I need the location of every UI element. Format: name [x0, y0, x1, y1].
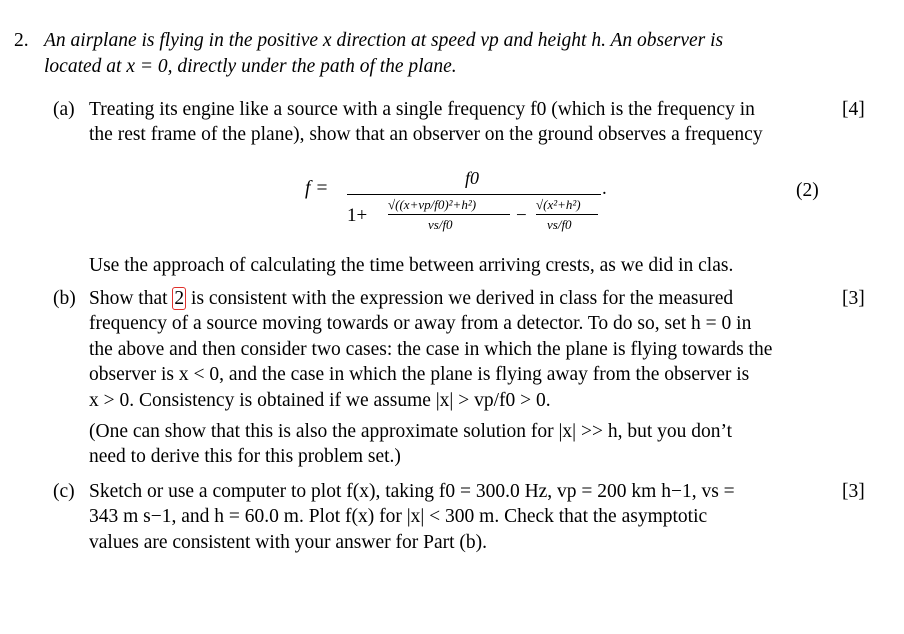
eq-minus: −	[516, 205, 527, 226]
eq-den-lead: 1+	[347, 205, 368, 226]
eq-number: (2)	[796, 180, 819, 201]
eq-term1-den: vs/f0	[428, 217, 453, 232]
problem-number: 2.	[14, 30, 29, 51]
part-a-line-1: Treating its engine like a source with a single frequency f0 (which is the frequency in	[89, 99, 755, 120]
part-b-label: (b)	[53, 288, 76, 309]
part-a-marks: [4]	[842, 99, 865, 120]
eq-term2-num: √(x²+h²)	[536, 197, 581, 212]
equation-reference-link[interactable]: 2	[174, 288, 185, 309]
part-c-line-1: Sketch or use a computer to plot f(x), taking f0 = 300.0 Hz, vp = 200 km h−1, vs =	[89, 481, 735, 502]
part-b-line-3: the above and then consider two cases: the case in which the plane is flying towards the	[89, 339, 773, 360]
part-a-line-2: the rest frame of the plane), show that an observer on the ground observes a frequency	[89, 124, 763, 145]
part-b-line-5: x > 0. Consistency is obtained if we assume |x| > vp/f0 > 0.	[89, 390, 551, 411]
part-a-after: Use the approach of calculating the time between arriving crests, as we did in clas.	[89, 255, 734, 276]
eq-term1-num: √((x+vp/f0)²+h²)	[388, 197, 477, 212]
part-b-line-6: (One can show that this is also the approximate solution for |x| >> h, but you don’t	[89, 421, 733, 442]
eq-end: .	[602, 178, 607, 199]
part-c-label: (c)	[53, 481, 75, 502]
part-b-line-2: frequency of a source moving towards or away from a detector. To do so, set h = 0 in	[89, 313, 752, 334]
part-b-line-1a: Show that	[89, 288, 173, 309]
eq-term2-bar	[536, 214, 598, 215]
eq-term1-bar	[388, 214, 510, 215]
eq-lhs: f =	[305, 178, 329, 199]
part-c-line-3: values are consistent with your answer for Part (b).	[89, 532, 488, 553]
part-b-marks: [3]	[842, 288, 865, 309]
part-b-line-4: observer is x < 0, and the case in which the plane is flying away from the observer is	[89, 364, 750, 385]
intro-text-1: An airplane is flying in the positive x direction at speed vp and height h. An observer is	[44, 30, 724, 51]
part-a-label: (a)	[53, 99, 75, 120]
eq-numerator: f0	[465, 168, 480, 188]
intro-text-2: located at x = 0, directly under the path of the plane.	[44, 56, 457, 77]
eq-main-fraction-bar	[347, 194, 601, 195]
part-b-line-1b: is consistent with the expression we derived in class for the measured	[186, 288, 734, 309]
part-c-marks: [3]	[842, 481, 865, 502]
part-b-line-1	[89, 287, 733, 311]
eq-term2-den: vs/f0	[547, 217, 572, 232]
part-b-line-7: need to derive this for this problem set.)	[89, 446, 401, 467]
part-c-line-2: 343 m s−1, and h = 60.0 m. Plot f(x) for |x| < 300 m. Check that the asymptotic	[89, 506, 708, 527]
